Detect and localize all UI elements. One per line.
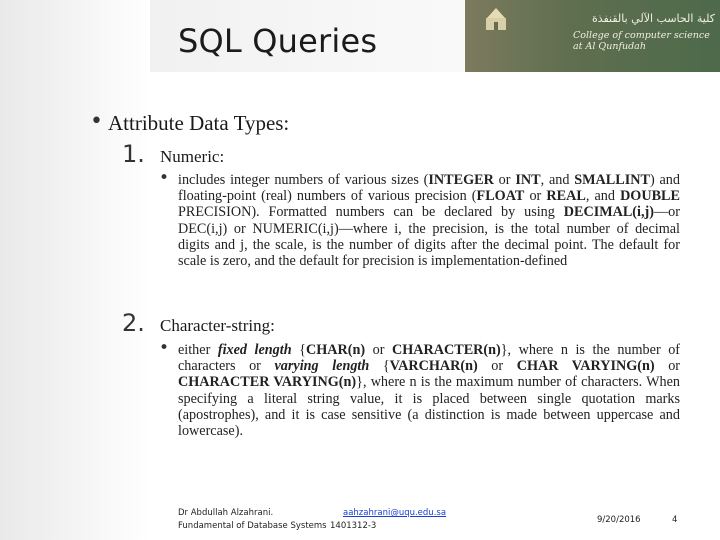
level1-heading: Attribute Data Types:: [108, 111, 290, 135]
text-run: , and: [540, 172, 575, 188]
text-run: or: [365, 342, 392, 358]
footer-page-number: 4: [672, 515, 678, 525]
numeric-description: [178, 172, 680, 269]
left-shade: [0, 0, 150, 540]
logo-arabic-text: كلية الحاسب الآلي بالقنفذة: [591, 12, 715, 25]
emphasis-term: INTEGER: [428, 172, 494, 188]
emphasis-term: fixed length: [217, 342, 292, 358]
text-run: {: [369, 358, 390, 375]
logo-english-line2: at Al Qunfudah: [573, 41, 646, 52]
emphasis-term: INT: [515, 172, 541, 188]
emphasis-term: CHAR VARYING(n): [516, 358, 655, 375]
text-run: , and: [585, 188, 621, 205]
emphasis-term: VARCHAR(n): [389, 358, 478, 375]
emphasis-term: varying length: [274, 358, 370, 375]
text-run: includes integer numbers of various sizes (: [178, 172, 429, 188]
emphasis-term: DECIMAL(i,j): [563, 204, 654, 221]
footer-date: 9/20/2016: [597, 515, 641, 525]
text-run: ) and floating-point (real) numbers of various precision (: [178, 172, 680, 205]
text-run: either: [178, 342, 218, 358]
footer-author: Dr Abdullah Alzahrani.: [178, 508, 274, 518]
section-heading-numeric: Numeric:: [160, 147, 225, 166]
slide-title: SQL Queries: [178, 22, 378, 60]
text-run: or: [493, 172, 516, 188]
text-run: }, where n is the number of characters or: [178, 342, 681, 375]
bullet-icon: •: [90, 109, 103, 134]
section-heading-character-string: Character-string:: [160, 316, 275, 335]
emphasis-term: CHARACTER VARYING(n): [178, 374, 357, 391]
text-run: {: [291, 342, 306, 358]
bullet-icon: •: [159, 338, 170, 358]
text-run: PRECISION). Formatted numbers can be declared by using: [178, 204, 564, 221]
text-run: or: [477, 358, 517, 375]
section-number-2: 2.: [122, 309, 145, 337]
emphasis-term: CHARACTER(n): [391, 342, 501, 358]
text-run: —or DEC(i,j) or NUMERIC(i,j)—where i, the precision, is the total number of decimal digits and j, the scale, is the number of digits after the decimal point. The default for scale is zero, and the default for precision is implementation-defined: [178, 204, 680, 270]
bullet-icon: •: [159, 168, 170, 188]
university-emblem-icon: [483, 6, 509, 32]
emphasis-term: SMALLINT: [574, 172, 650, 188]
footer-course: Fundamental of Database Systems: [178, 521, 327, 531]
text-run: or: [524, 188, 547, 205]
section-number-1: 1.: [122, 140, 145, 168]
footer-email-link[interactable]: aahzahrani@uqu.edu.sa: [343, 508, 447, 518]
emphasis-term: DOUBLE: [620, 188, 680, 205]
footer-course-code: 1401312-3: [330, 521, 377, 531]
text-run: or: [654, 358, 681, 375]
logo-english-line1: College of computer science: [573, 30, 710, 41]
emphasis-term: REAL: [546, 188, 586, 205]
emphasis-term: FLOAT: [476, 188, 525, 205]
logo-english-text: [573, 30, 715, 52]
emphasis-term: CHAR(n): [305, 342, 366, 358]
character-string-description: [178, 342, 680, 439]
text-run: }, where n is the maximum number of characters. When specifying a literal string value, it is placed between single quotation marks (apostrophes), and it is case sensitive (a distinction is made between uppercase and lowercase).: [178, 374, 680, 440]
